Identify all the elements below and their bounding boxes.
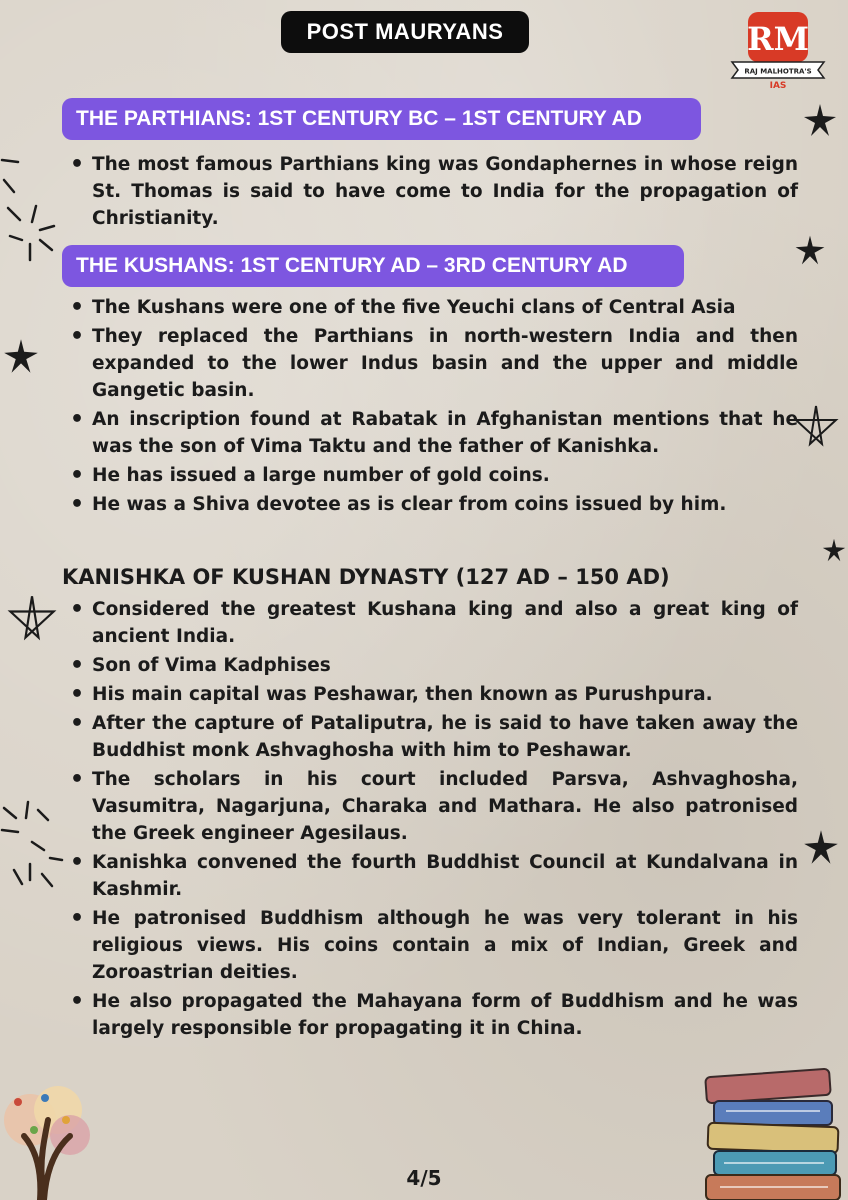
star-icon (0, 335, 42, 377)
sparkle-lines-icon (0, 800, 70, 890)
section-heading-kushans: THE KUSHANS: 1ST CENTURY AD – 3RD CENTURY AD (62, 245, 684, 287)
list-item: • Son of Vima Kadphises (66, 652, 798, 679)
star-icon (800, 100, 840, 140)
list-item: • The scholars in his court included Parsva, Ashvaghosha, Vasumitra, Nagarjuna, Charaka and Mathara. He also patronised the Greek engineer Agesilaus. (66, 766, 798, 847)
list-item: • His main capital was Peshawar, then known as Purushpura. (66, 681, 798, 708)
bullet-list-kushans (66, 294, 798, 520)
section-heading-kanishka: KANISHKA OF KUSHAN DYNASTY (127 AD – 150 AD) (62, 565, 670, 589)
list-item: • He patronised Buddhism although he was very tolerant in his religious views. His coins contain a mix of Indian, Greek and Zoroastrian deities. (66, 905, 798, 986)
page-number: 4/5 (406, 1166, 442, 1190)
list-item: • The most famous Parthians king was Gondaphernes in whose reign St. Thomas is said to have come to India for the propagation of Christianity. (66, 151, 798, 232)
list-item: • He also propagated the Mahayana form of Buddhism and he was largely responsible for propagating it in China. (66, 988, 798, 1042)
star-outline-icon (792, 402, 840, 450)
sparkle-lines-icon (0, 140, 60, 270)
brand-logo (728, 10, 828, 90)
list-item: • Kanishka convened the fourth Buddhist Council at Kundalvana in Kashmir. (66, 849, 798, 903)
logo-initials: RM (746, 20, 810, 58)
bullet-list-parthians (66, 151, 798, 234)
list-item: • After the capture of Pataliputra, he is said to have taken away the Buddhist monk Ashvaghosha with him to Peshawar. (66, 710, 798, 764)
page-title: POST MAURYANS (281, 11, 529, 53)
logo-banner-text: RAJ MALHOTRA'S (744, 67, 812, 76)
logo-sub-text: IAS (769, 81, 787, 90)
list-item: • An inscription found at Rabatak in Afghanistan mentions that he was the son of Vima Taktu and the father of Kanishka. (66, 406, 798, 460)
list-item: • The Kushans were one of the five Yeuchi clans of Central Asia (66, 294, 798, 321)
star-outline-icon (6, 592, 58, 644)
section-heading-parthians: THE PARTHIANS: 1ST CENTURY BC – 1ST CENTURY AD (62, 98, 701, 140)
star-icon (820, 536, 848, 564)
list-item: • Considered the greatest Kushana king and also a great king of ancient India. (66, 596, 798, 650)
list-item: • They replaced the Parthians in north-western India and then expanded to the lower Indus basin and the upper and middle Gangetic basin. (66, 323, 798, 404)
star-icon (792, 232, 828, 268)
list-item: • He has issued a large number of gold coins. (66, 462, 798, 489)
star-icon (800, 826, 842, 868)
bullet-list-kanishka (66, 596, 798, 1044)
list-item: • He was a Shiva devotee as is clear from coins issued by him. (66, 491, 798, 518)
